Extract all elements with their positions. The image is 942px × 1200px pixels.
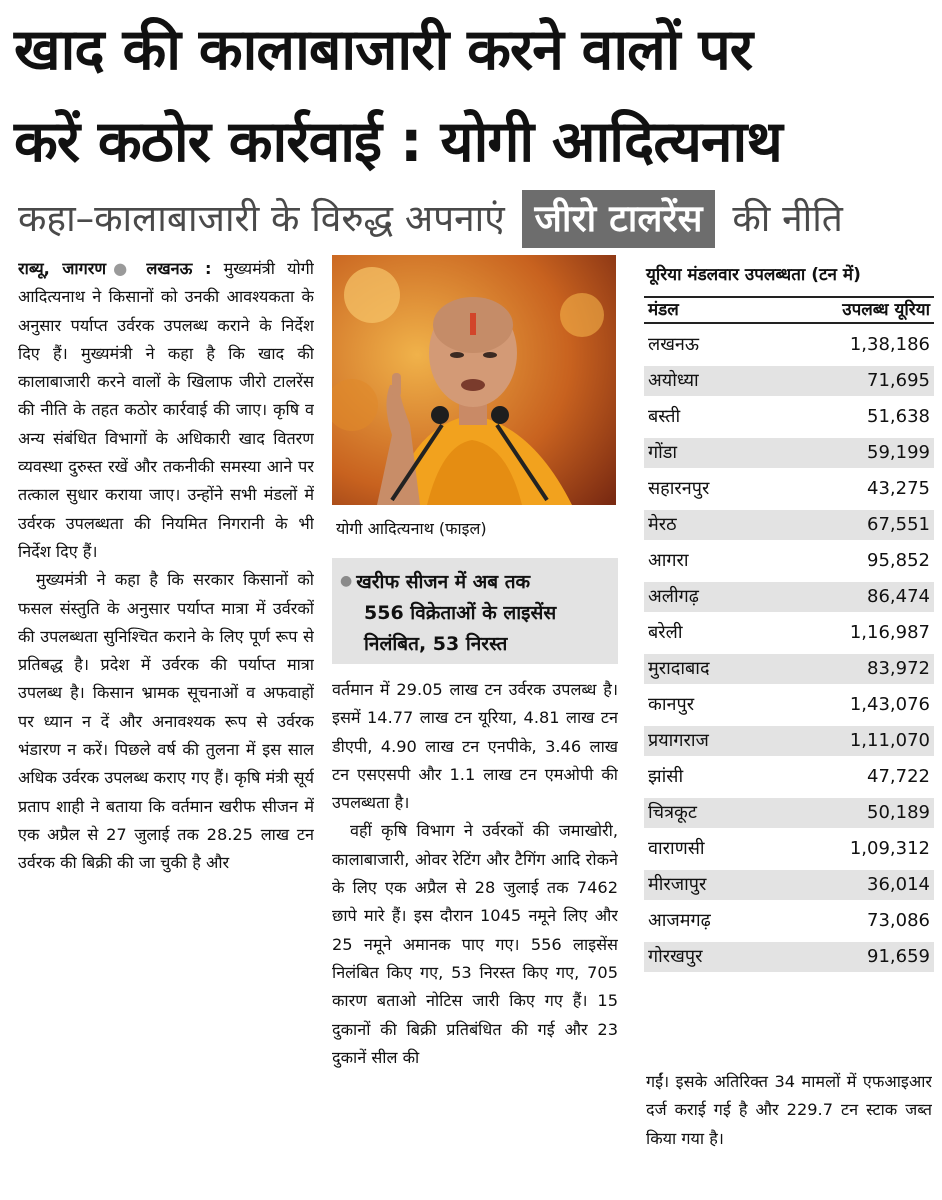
article-column-1	[18, 255, 314, 1195]
mandal-name: बरेली	[648, 622, 683, 643]
article-paragraph: वर्तमान में 29.05 लाख टन उर्वरक उपलब्ध है। इसमें 14.77 लाख टन यूरिया, 4.81 लाख टन डीएपी, 4.90 लाख टन एनपीके, 3.46 लाख टन एसएसपी और 1.1 लाख टन एमओपी की उपलब्धता है।	[332, 680, 618, 813]
headline-line-2: करें कठोर कार्रवाई : योगी आदित्यनाथ	[14, 109, 782, 175]
article-paragraph: मुख्यमंत्री ने कहा है कि सरकार किसानों को फसल संस्तुति के अनुसार पर्याप्त मात्रा में उर्वरकों की उपलब्धता सुनिश्चित कराने के लिए पूर्ण रूप से प्रतिबद्ध है। प्रदेश में उर्वरक की पर्याप्त मात्रा उपलब्ध है। किसान भ्रामक सूचनाओं व अफवाहों पर ध्यान न दें और अनावश्यक रूप से उर्वरक भंडारण न करें। पिछले वर्ष की तुलना में इस साल अधिक उर्वरक उपलब्ध कराए गए हैं। कृषि मंत्री सूर्य प्रताप शाही ने बताया कि वर्तमान खरीफ सीजन में एक अप्रैल से 27 जुलाई तक 28.25 लाख टन उर्वरक की बिक्री की जा चुकी है और	[18, 570, 314, 873]
table-row	[644, 906, 934, 936]
mandal-name: सहारनपुर	[648, 478, 710, 499]
table-row	[644, 870, 934, 900]
urea-value: 43,275	[867, 478, 930, 499]
pullquote-text: खरीफ सीजन में अब तक	[356, 571, 531, 593]
table-row	[644, 366, 934, 396]
article-paragraph: गईं। इसके अतिरिक्त 34 मामलों में एफआइआर दर्ज कराई गई है और 229.7 टन स्टाक जब्त किया गया है।	[646, 1072, 932, 1148]
mandal-name: प्रयागराज	[648, 730, 709, 751]
headline-line-1: खाद की कालाबाजारी करने वालों पर	[14, 17, 753, 83]
table-row	[644, 438, 934, 468]
table-row	[644, 474, 934, 504]
subhead-text-end: की नीति	[732, 197, 843, 240]
table-body	[644, 330, 934, 972]
table-row	[644, 834, 934, 864]
urea-value: 86,474	[867, 586, 930, 607]
mandal-name: अलीगढ़	[648, 586, 699, 607]
mandal-name: बस्ती	[648, 406, 681, 427]
urea-value: 47,722	[867, 766, 930, 787]
paragraph-text: मुख्यमंत्री योगी आदित्यनाथ ने किसानों को उनकी आवश्यकता के अनुसार पर्याप्त उर्वरक उपलब्ध कराने के निर्देश दिए हैं। मुख्यमंत्री ने कहा है कि खाद की कालाबाजारी करने वालों के खिलाफ जीरो टालरेंस की नीति के तहत कठोर कार्रवाई की जाए। कृषि व अन्य संबंधित विभागों के अधिकारी खाद वितरण व्यवस्था दुरुस्त रखें और तकनीकी समस्या आने पर तत्काल सुधार कराया जाए। उन्होंने सभी मंडलों में उर्वरक उपलब्धता की नियमित निगरानी के भी निर्देश दिए हैं।	[18, 259, 314, 561]
urea-value: 1,11,070	[849, 730, 930, 751]
urea-value: 59,199	[867, 442, 930, 463]
table-row	[644, 510, 934, 540]
urea-value: 51,638	[867, 406, 930, 427]
urea-value: 50,189	[867, 802, 930, 823]
mandal-name: चित्रकूट	[648, 802, 697, 823]
urea-value: 1,43,076	[849, 694, 930, 715]
urea-value: 1,16,987	[849, 622, 930, 643]
article-paragraph	[18, 255, 314, 566]
table-row	[644, 798, 934, 828]
table-row	[644, 402, 934, 432]
urea-value: 1,38,186	[849, 334, 930, 355]
urea-value: 1,09,312	[849, 838, 930, 859]
urea-value: 36,014	[867, 874, 930, 895]
article-column-2	[332, 676, 618, 1196]
table-row	[644, 546, 934, 576]
mandal-name: मुरादाबाद	[648, 658, 710, 679]
photo-yogi-adityanath	[332, 255, 616, 505]
photo-illustration	[332, 255, 616, 505]
column-header-urea: उपलब्ध यूरिया	[842, 300, 930, 320]
mandal-name: वाराणसी	[648, 838, 705, 859]
mandal-name: गोरखपुर	[648, 946, 703, 967]
table-row	[644, 726, 934, 756]
urea-value: 91,659	[867, 946, 930, 967]
mandal-name: झांसी	[648, 766, 684, 787]
bullet-dot-icon: ●	[106, 259, 135, 278]
table-row	[644, 942, 934, 972]
table-row	[644, 618, 934, 648]
mandal-name: कानपुर	[648, 694, 695, 715]
pullquote-line: निलंबित, 53 निरस्त	[364, 633, 508, 655]
table-row	[644, 690, 934, 720]
urea-value: 83,972	[867, 658, 930, 679]
table-row	[644, 654, 934, 684]
table-title: यूरिया मंडलवार उपलब्धता (टन में)	[646, 265, 861, 285]
subheadline	[18, 190, 843, 248]
subhead-highlight-box: जीरो टालरेंस	[522, 190, 714, 248]
byline: राब्यू, जागरण	[18, 259, 107, 278]
dateline: लखनऊ :	[146, 259, 212, 278]
column-header-mandal: मंडल	[648, 300, 679, 320]
table-row	[644, 582, 934, 612]
urea-value: 67,551	[867, 514, 930, 535]
mandal-name: लखनऊ	[648, 334, 700, 355]
urea-availability-table	[644, 262, 934, 972]
urea-value: 71,695	[867, 370, 930, 391]
mandal-name: मेरठ	[648, 514, 677, 535]
pullquote-line: 556 विक्रेताओं के लाइसेंस	[364, 602, 557, 624]
table-row	[644, 762, 934, 792]
mandal-name: आजमगढ़	[648, 910, 711, 931]
mandal-name: मीरजापुर	[648, 874, 707, 895]
table-header	[644, 296, 934, 324]
mandal-name: आगरा	[648, 550, 689, 571]
article-column-3	[646, 1068, 932, 1196]
mandal-name: गोंडा	[648, 442, 678, 463]
table-row	[644, 330, 934, 360]
mandal-name: अयोध्या	[648, 370, 699, 391]
subhead-text: कहा–कालाबाजारी के विरुद्ध अपनाएं	[18, 197, 505, 240]
urea-value: 95,852	[867, 550, 930, 571]
article-paragraph: वहीं कृषि विभाग ने उर्वरकों की जमाखोरी, कालाबाजारी, ओवर रेटिंग और टैगिंग आदि रोकने के लिए एक अप्रैल से 28 जुलाई तक 7462 छापे मारे हैं। इस दौरान 1045 नमूने लिए और 25 नमूने अमानक पाए गए। 556 लाइसेंस निलंबित किए गए, 53 निरस्त किए गए, 705 कारण बताओ नोटिस जारी किए गए हैं। 15 दुकानों की बिक्री प्रतिबंधित की गई और 23 दुकानें सील की	[332, 821, 618, 1067]
bullet-dot-icon: ●	[340, 573, 353, 589]
headline	[14, 4, 934, 188]
urea-value: 73,086	[867, 910, 930, 931]
pullquote-box	[332, 558, 618, 664]
pullquote-line	[340, 566, 608, 598]
photo-caption: योगी आदित्यनाथ (फाइल)	[336, 519, 487, 538]
